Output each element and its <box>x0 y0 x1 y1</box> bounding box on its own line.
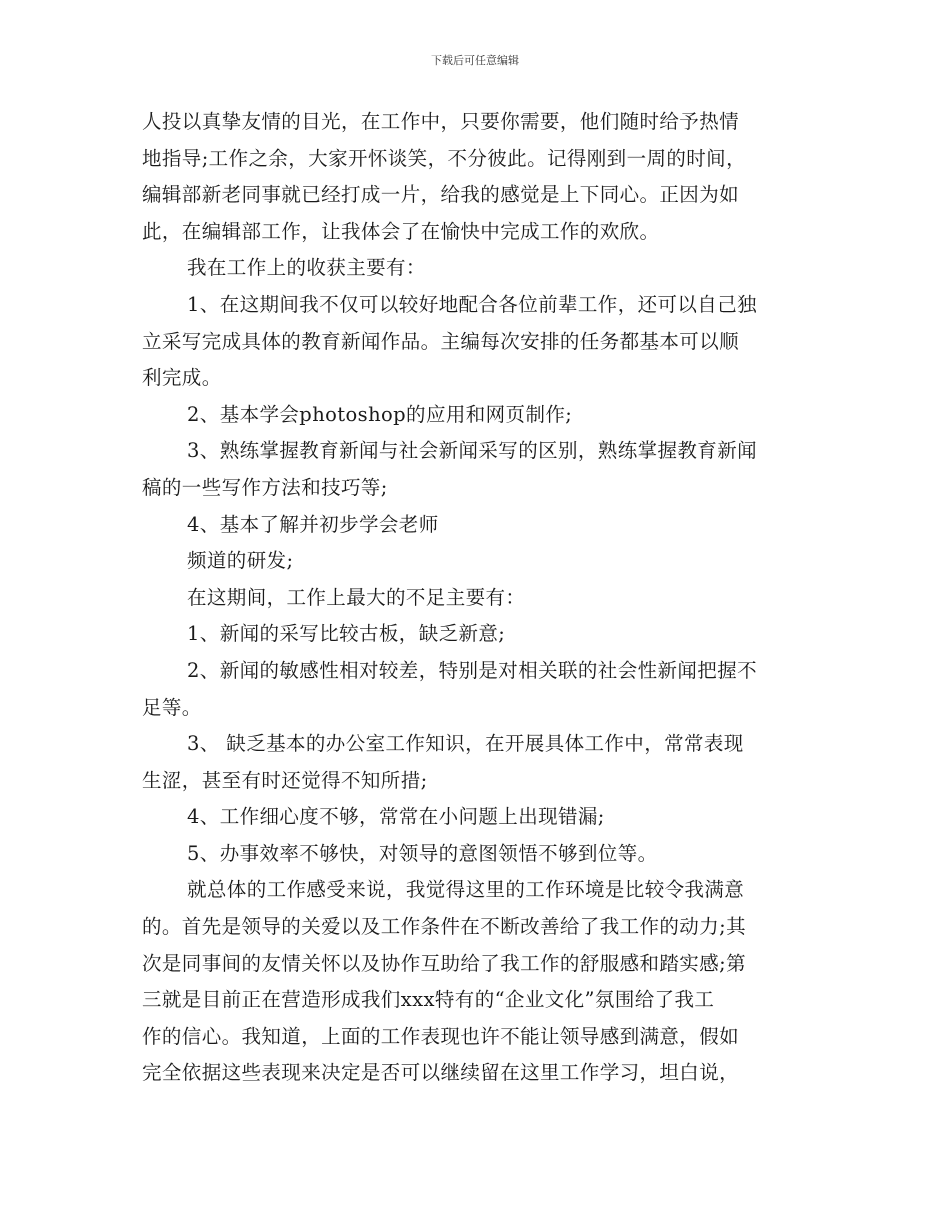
text-line: 作的信心。我知道，上面的工作表现也许不能让领导感到满意，假如 <box>142 1024 740 1048</box>
text-line: 5、办事效率不够快，对领导的意图领悟不够到位等。 <box>187 841 658 865</box>
text-line: 立采写完成具体的教育新闻作品。主编每次安排的任务都基本可以顺 <box>142 329 740 353</box>
text-line: 1、在这期间我不仅可以较好地配合各位前辈工作，还可以自己独 <box>187 292 758 316</box>
text-line: 的。首先是领导的关爱以及工作条件在不断改善给了我工作的动力;其 <box>142 915 746 939</box>
text-line: 4、基本了解并初步学会老师 <box>187 512 439 536</box>
text-line: 4、工作细心度不够，常常在小问题上出现错漏; <box>187 805 605 829</box>
text-line: 编辑部新老同事就已经打成一片，给我的感觉是上下同心。正因为如 <box>142 183 740 207</box>
text-line: 此，在编辑部工作，让我体会了在愉快中完成工作的欢欣。 <box>142 219 660 243</box>
text-line: 频道的研发; <box>187 549 294 573</box>
text-line: 三就是目前正在营造形成我们xxx特有的“企业文化”氛围给了我工 <box>142 988 715 1012</box>
document-body <box>142 104 810 1092</box>
text-line: 1、新闻的采写比较古板，缺乏新意; <box>187 622 506 646</box>
text-line: 地指导;工作之余，大家开怀谈笑，不分彼此。记得刚到一周的时间， <box>142 146 746 170</box>
text-line: 利完成。 <box>142 366 222 390</box>
text-line: 3、 缺乏基本的办公室工作知识，在开展具体工作中，常常表现 <box>187 732 744 756</box>
page-header: 下载后可任意编辑 <box>431 54 519 67</box>
text-line: 2、新闻的敏感性相对较差，特别是对相关联的社会性新闻把握不 <box>187 658 758 682</box>
text-line: 我在工作上的收获主要有： <box>187 256 426 280</box>
text-line: 人投以真挚友情的目光，在工作中，只要你需要，他们随时给予热情 <box>142 110 740 133</box>
text-line: 稿的一些写作方法和技巧等; <box>142 475 388 499</box>
text-line: 完全依据这些表现来决定是否可以继续留在这里工作学习，坦白说， <box>142 1061 740 1085</box>
text-line: 2、基本学会photoshop的应用和网页制作; <box>187 402 573 426</box>
text-line: 就总体的工作感受来说，我觉得这里的工作环境是比较令我满意 <box>187 878 745 902</box>
text-line: 次是同事间的友情关怀以及协作互助给了我工作的舒服感和踏实感;第 <box>142 951 746 975</box>
text-line: 生涩，甚至有时还觉得不知所措; <box>142 768 428 792</box>
text-line: 足等。 <box>142 695 202 719</box>
text-line: 在这期间，工作上最大的不足主要有： <box>187 585 526 609</box>
text-line: 3、熟练掌握教育新闻与社会新闻采写的区别，熟练掌握教育新闻 <box>187 439 758 463</box>
